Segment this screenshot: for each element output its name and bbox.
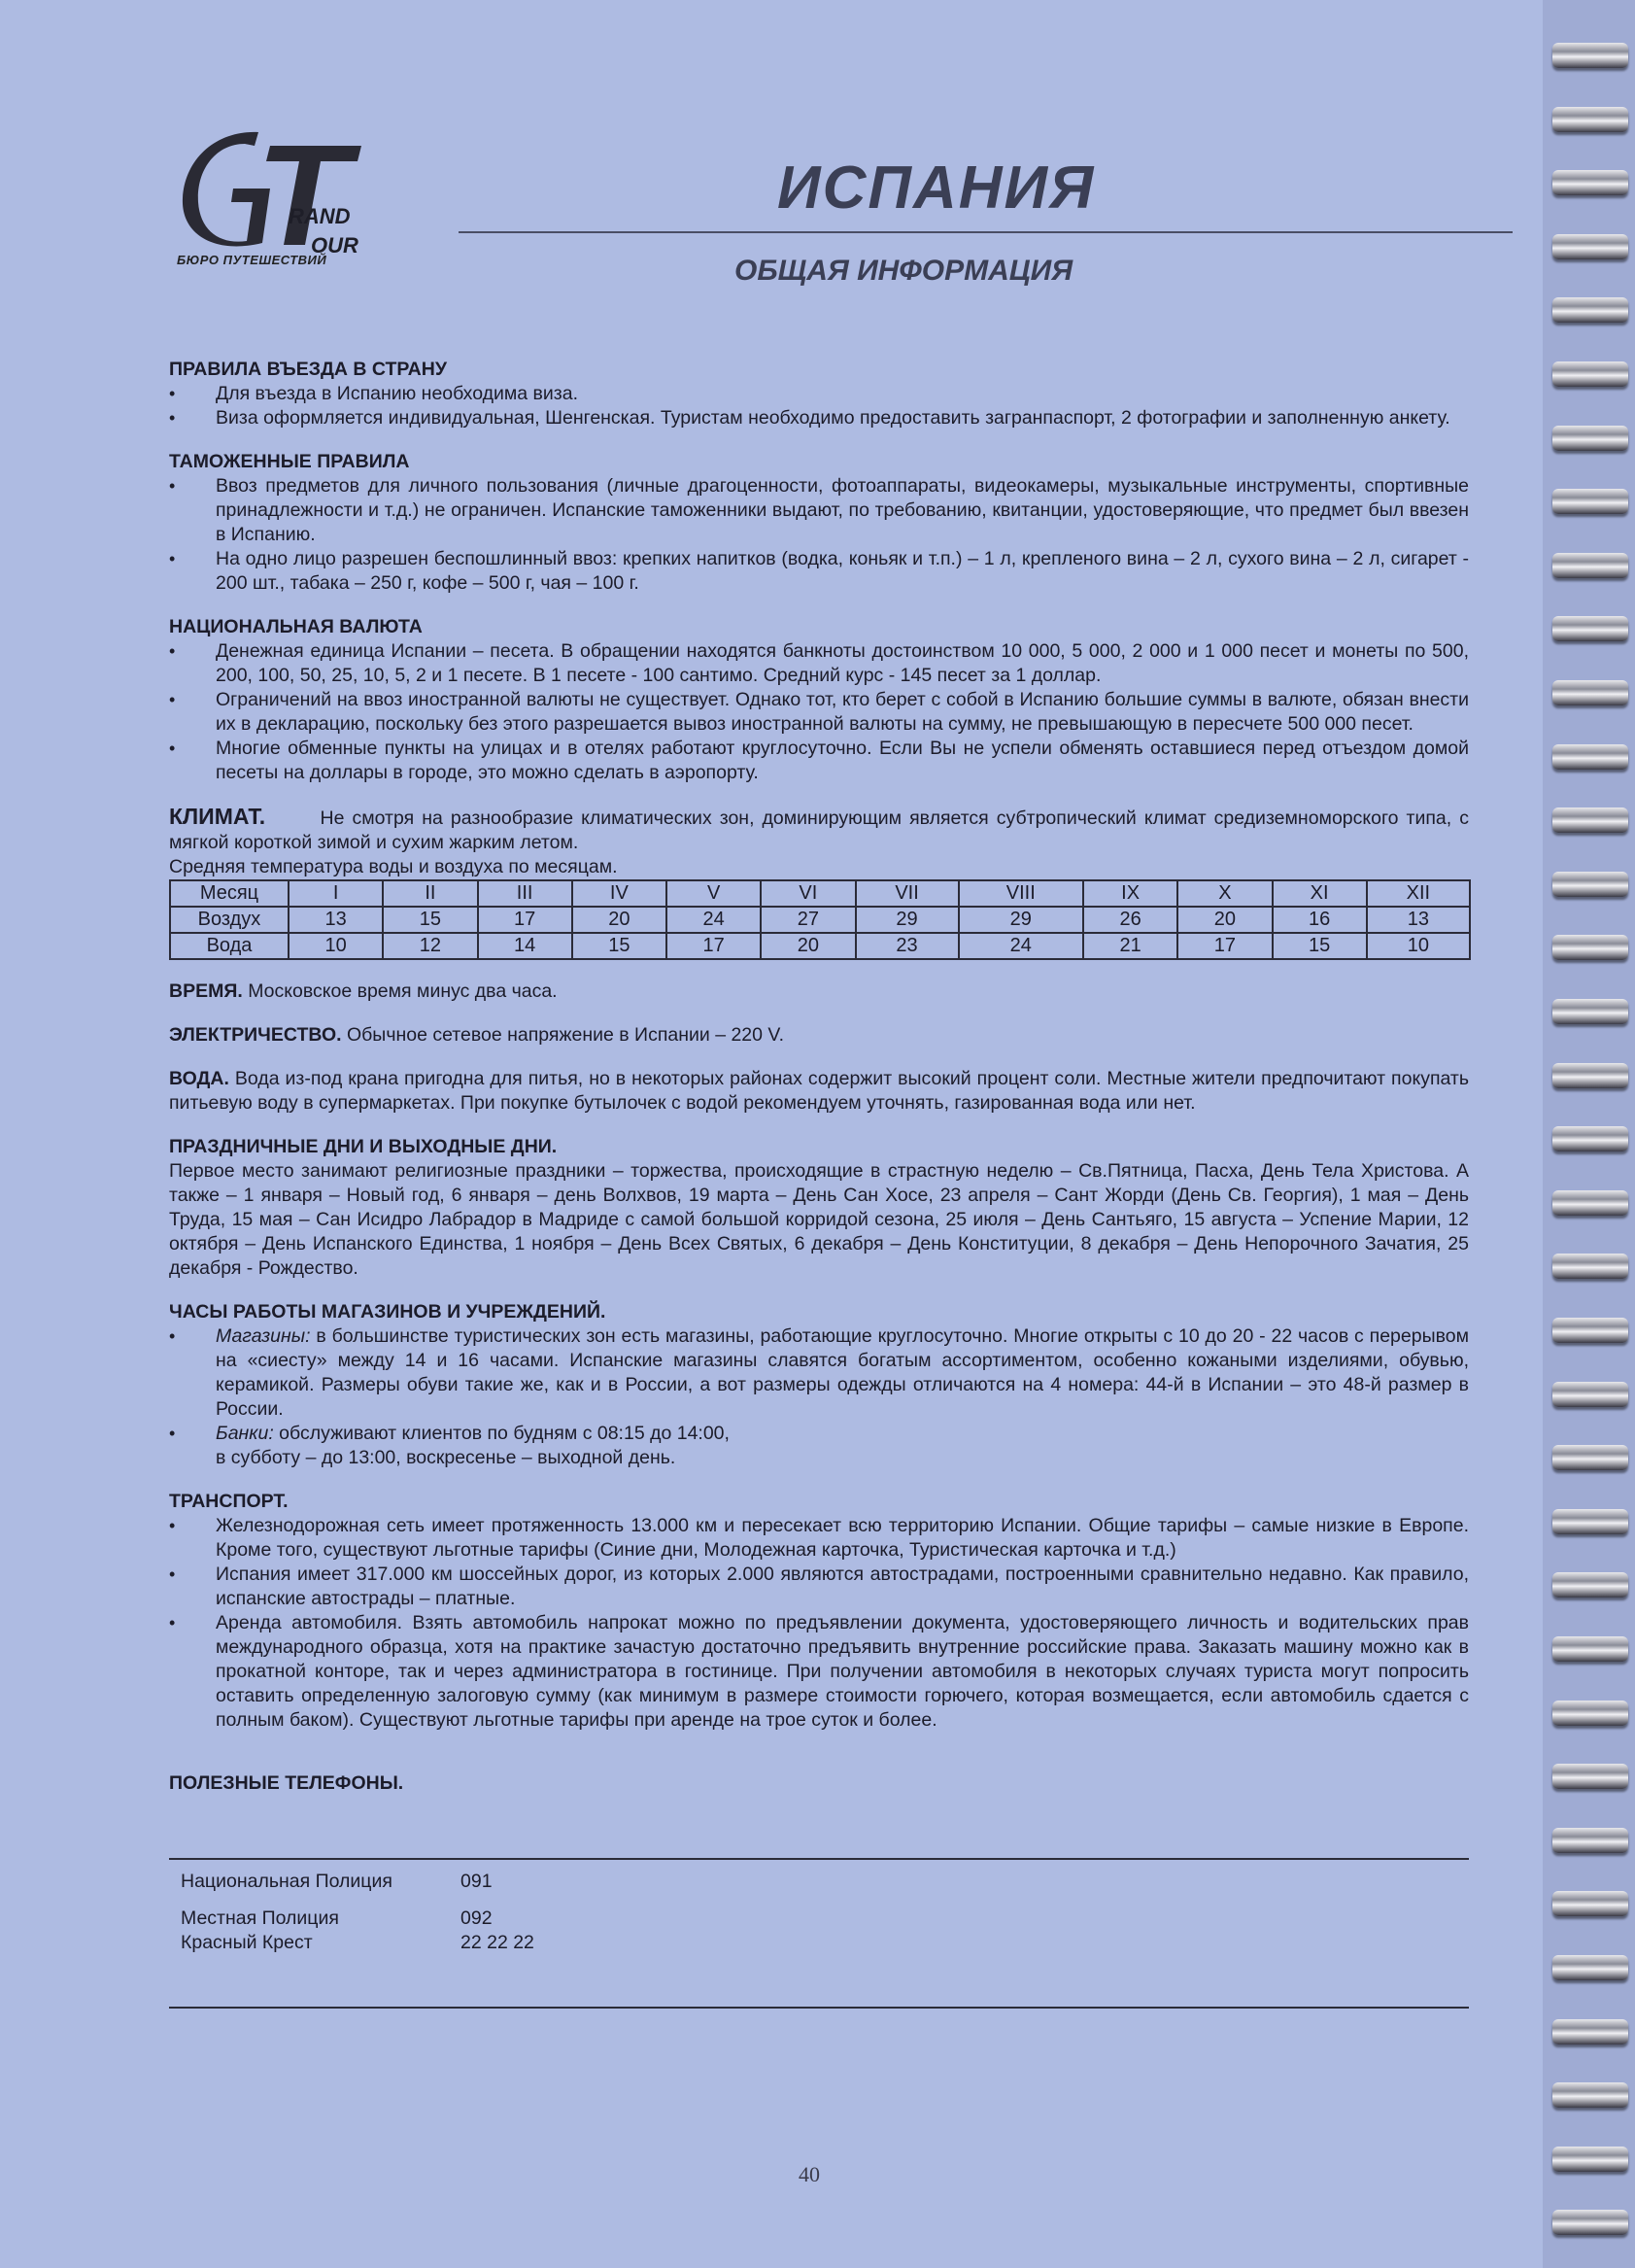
section-currency <box>169 615 1469 785</box>
table-cell: II <box>383 880 477 907</box>
section-heading: ЧАСЫ РАБОТЫ МАГАЗИНОВ И УЧРЕЖДЕНИЙ. <box>169 1301 606 1323</box>
spiral-ring <box>1552 808 1628 833</box>
list-item: • На одно лицо разрешен беспошлинный ввоз: крепких напитков (водка, коньяк и т.п.) – 1 л, крепленого вина – 2 л, сухого вина – 2 л, сигарет - 200 шт., табака – 250 г, кофе – 500 г, чая – 100 г. <box>169 547 1469 596</box>
spiral-ring <box>1552 935 1628 960</box>
spiral-ring <box>1552 426 1628 451</box>
page-number: 40 <box>799 2162 820 2186</box>
table-row <box>170 880 1470 907</box>
grand-tour-logo-mark <box>177 126 449 253</box>
table-cell: X <box>1177 880 1272 907</box>
document-body <box>169 358 1469 2009</box>
spiral-ring <box>1552 170 1628 195</box>
logo-caption: БЮРО ПУТЕШЕСТВИЙ <box>177 253 327 267</box>
section-heading: ПРАВИЛА ВЪЕЗДА В СТРАНУ <box>169 359 447 380</box>
table-cell: 15 <box>383 907 477 933</box>
section-water <box>169 1067 1469 1116</box>
list-item <box>169 1422 1469 1470</box>
table-cell: 29 <box>959 907 1083 933</box>
table-cell: 17 <box>666 933 761 959</box>
list-item: • Ввоз предметов для личного пользования (личные драгоценности, фотоаппараты, видеокамеры, музыкальные инструменты, спортивные принадлежности и т.д.) не ограничен. Испанские таможенники выдают, по требованию, квитанции, удостоверяющие, что предмет был ввезен в Испанию. <box>169 474 1469 547</box>
list-item: • Ограничений на ввоз иностранной валюты не существует. Однако тот, кто берет с собой в Испанию большие суммы в валюте, обязан внести их в декларацию, поскольку без этого разрешается вывоз иностранной валюты на сумму, не превышающую в пересчете 500 000 песет. <box>169 688 1469 737</box>
section-climate <box>169 805 1469 960</box>
spiral-ring <box>1552 680 1628 705</box>
table-cell: III <box>478 880 572 907</box>
list-item: • Денежная единица Испании – песета. В обращении находятся банкноты достоинством 10 000, 5 000, 2 000 и 1 000 песет и монеты по 500, 200, 100, 50, 25, 10, 5, 2 и 1 песете. В 1 песете - 100 сантимо. Средний курс - 145 песет за 1 доллар. <box>169 639 1469 688</box>
banks-text: обслуживают клиентов по будням с 08:15 до 14:00, <box>279 1423 730 1444</box>
section-electricity <box>169 1023 1469 1048</box>
table-cell: V <box>666 880 761 907</box>
spiral-ring <box>1552 1891 1628 1916</box>
spiral-ring <box>1552 1828 1628 1853</box>
spiral-ring <box>1552 234 1628 259</box>
phone-row <box>181 1931 1469 1955</box>
spiral-ring <box>1552 999 1628 1024</box>
section-text: Обычное сетевое напряжение в Испании – 220 V. <box>346 1024 785 1046</box>
section-holidays <box>169 1135 1469 1281</box>
table-cell: 27 <box>761 907 855 933</box>
table-cell: VI <box>761 880 855 907</box>
table-cell: 20 <box>572 907 666 933</box>
table-cell: IX <box>1083 880 1177 907</box>
section-time <box>169 979 1469 1004</box>
spiral-ring <box>1552 1701 1628 1726</box>
section-heading: ТАМОЖЕННЫЕ ПРАВИЛА <box>169 451 410 472</box>
table-cell: 24 <box>666 907 761 933</box>
section-text: Первое место занимают религиозные праздники – торжества, происходящие в страстную неделю – Св.Пятница, Пасха, День Тела Христова. А также – 1 января – Новый год, 6 января – день Волхвов, 19 марта – День Сан Хосе, 23 апреля – Сант Жорди (День Св. Георгия), 1 мая – День Труда, 15 мая – Сан Исидро Лабрадор в Мадриде с самой большой корридой сезона, 25 июля – День Сантьяго, 15 августа – Успение Марии, 12 октября – День Испанского Единства, 1 ноября – День Всех Святых, 6 декабря – День Конституции, 8 декабря – День Непорочного Зачатия, 25 декабря - Рождество. <box>169 1160 1469 1279</box>
title-divider <box>459 231 1513 233</box>
spiral-ring <box>1552 872 1628 897</box>
table-row <box>170 933 1470 959</box>
page-subtitle: ОБЩАЯ ИНФОРМАЦИЯ <box>734 255 1073 287</box>
spiral-ring <box>1552 297 1628 323</box>
table-row <box>170 907 1470 933</box>
table-cell: 10 <box>1367 933 1470 959</box>
table-cell: 15 <box>1273 933 1367 959</box>
phones-divider-bottom <box>169 2007 1469 2009</box>
section-transport <box>169 1490 1469 1733</box>
svg-text:OUR: OUR <box>311 233 358 253</box>
section-heading: ПОЛЕЗНЫЕ ТЕЛЕФОНЫ. <box>169 1772 404 1794</box>
spiral-ring <box>1552 361 1628 387</box>
table-cell: XI <box>1273 880 1367 907</box>
spiral-ring <box>1552 553 1628 578</box>
table-cell: 24 <box>959 933 1083 959</box>
section-customs <box>169 450 1469 596</box>
section-hours <box>169 1300 1469 1470</box>
spiral-ring <box>1552 107 1628 132</box>
table-cell: IV <box>572 880 666 907</box>
spiral-ring <box>1552 1509 1628 1534</box>
table-cell: 12 <box>383 933 477 959</box>
table-cell: 15 <box>572 933 666 959</box>
shops-text: в большинстве туристических зон есть магазины, работающие круглосуточно. Многие открыты с 10 до 20 - 22 часов с перерывом на «сиесту» между 14 и 16 часами. Испанские магазины славятся богатым ассортиментом, особенно кожаными изделиями, обувью, керамикой. Размеры обуви такие же, как и в России, а вот размеры одежды отличаются на 4 номера: 44-й в Испании – это 48-й размер в России. <box>216 1325 1469 1420</box>
phone-row <box>181 1907 1469 1931</box>
phone-name: Местная Полиция <box>181 1907 339 1929</box>
table-cell: VII <box>856 880 959 907</box>
table-cell: 13 <box>1367 907 1470 933</box>
table-cell: 10 <box>289 933 383 959</box>
list-item: • Виза оформляется индивидуальная, Шенгенская. Туристам необходимо предоставить загранпаспорт, 2 фотографии и заполненную анкету. <box>169 406 1469 430</box>
spiral-ring <box>1552 1254 1628 1279</box>
table-cell: Месяц <box>170 880 289 907</box>
table-cell: 13 <box>289 907 383 933</box>
spiral-ring <box>1552 43 1628 68</box>
spiral-ring <box>1552 1764 1628 1789</box>
table-cell: 16 <box>1273 907 1367 933</box>
spiral-ring <box>1552 489 1628 514</box>
phone-row <box>181 1870 1469 1894</box>
table-cell: 14 <box>478 933 572 959</box>
table-cell: 20 <box>761 933 855 959</box>
temperature-table <box>169 879 1471 960</box>
table-cell: Воздух <box>170 907 289 933</box>
section-heading: КЛИМАТ. <box>169 804 266 829</box>
section-heading: ВОДА. <box>169 1068 229 1089</box>
phone-number: 22 22 22 <box>460 1932 534 1953</box>
banks-label: Банки: <box>216 1423 274 1444</box>
spiral-ring <box>1552 1190 1628 1216</box>
section-heading: ЭЛЕКТРИЧЕСТВО. <box>169 1024 342 1046</box>
table-cell: 20 <box>1177 907 1272 933</box>
section-heading: ТРАНСПОРТ. <box>169 1491 289 1512</box>
section-text: Вода из-под крана пригодна для питья, но в некоторых районах содержит высокий процент соли. Местные жители предпочитают покупать питьевую воду в супермаркетах. При покупке бутылочек с водой рекомендуем уточнять, газированная вода или нет. <box>169 1068 1470 1114</box>
spiral-ring <box>1552 744 1628 770</box>
spiral-ring <box>1552 2082 1628 2108</box>
phone-number: 091 <box>460 1871 493 1892</box>
svg-text:RAND: RAND <box>289 204 351 228</box>
spiral-binding <box>1543 0 1635 2268</box>
shops-label: Магазины: <box>216 1325 311 1347</box>
spiral-ring <box>1552 1318 1628 1343</box>
table-cell: 21 <box>1083 933 1177 959</box>
list-item: • Для въезда в Испанию необходима виза. <box>169 382 1469 406</box>
table-cell: Вода <box>170 933 289 959</box>
table-cell: I <box>289 880 383 907</box>
banks-text-2: в субботу – до 13:00, воскресенье – выходной день. <box>216 1447 676 1468</box>
list-item: • Аренда автомобиля. Взять автомобиль напрокат можно по предъявлении документа, удостоверяющего личность и водительских прав международного образца, хотя на практике зачастую достаточно предъявить внутренние российские права. Заказать машину можно как в прокатной конторе, так и через администратора в гостинице. При получении автомобиля в некоторых случаях туриста могут попросить оставить определенную залоговую сумму (как минимум в размере стоимости горючего, которая возмещается, если автомобиль сдается с полным баком). Существуют льготные тарифы при аренде на трое суток и более. <box>169 1611 1469 1733</box>
spiral-ring <box>1552 616 1628 641</box>
climate-paragraph <box>169 805 1469 855</box>
phone-number: 092 <box>460 1907 493 1929</box>
climate-text: Не смотря на разнообразие климатических зон, доминирующим является субтропический климат средиземноморского типа, с мягкой короткой зимой и сухим жарким летом. <box>169 808 1469 853</box>
phone-list <box>181 1870 1469 1955</box>
table-caption: Средняя температура воды и воздуха по месяцам. <box>169 856 618 877</box>
spiral-ring <box>1552 1636 1628 1662</box>
phone-name: Красный Крест <box>181 1932 313 1953</box>
spiral-ring <box>1552 1382 1628 1407</box>
section-heading: ВРЕМЯ. <box>169 980 243 1002</box>
page-title: ИСПАНИЯ <box>777 155 1096 222</box>
list-item: • Испания имеет 317.000 км шоссейных дорог, из которых 2.000 являются автострадами, построенными сравнительно недавно. Как правило, испанские автострады – платные. <box>169 1563 1469 1611</box>
section-text: Московское время минус два часа. <box>248 980 558 1002</box>
table-cell: 29 <box>856 907 959 933</box>
spiral-ring <box>1552 1955 1628 1980</box>
table-cell: 26 <box>1083 907 1177 933</box>
section-heading: НАЦИОНАЛЬНАЯ ВАЛЮТА <box>169 616 423 637</box>
list-item <box>169 1324 1469 1422</box>
spiral-ring <box>1552 1063 1628 1088</box>
phones-divider-top <box>169 1858 1469 1860</box>
spiral-ring <box>1552 1445 1628 1470</box>
section-heading: ПРАЗДНИЧНЫЕ ДНИ И ВЫХОДНЫЕ ДНИ. <box>169 1136 558 1157</box>
table-cell: VIII <box>959 880 1083 907</box>
grand-tour-logo <box>177 126 449 272</box>
table-cell: XII <box>1367 880 1470 907</box>
spiral-ring <box>1552 2147 1628 2172</box>
table-cell: 17 <box>1177 933 1272 959</box>
section-entry <box>169 358 1469 430</box>
spiral-ring <box>1552 1126 1628 1151</box>
list-item: • Многие обменные пункты на улицах и в отелях работают круглосуточно. Если Вы не успели обменять оставшиеся перед отъездом домой песеты на доллары в городе, это можно сделать в аэропорту. <box>169 737 1469 785</box>
spiral-ring <box>1552 2210 1628 2235</box>
spiral-ring <box>1552 1572 1628 1598</box>
spiral-ring <box>1552 2019 1628 2045</box>
phone-name: Национальная Полиция <box>181 1871 392 1892</box>
table-cell: 23 <box>856 933 959 959</box>
list-item: • Железнодорожная сеть имеет протяженность 13.000 км и пересекает всю территорию Испании. Общие тарифы – самые низкие в Европе. Кроме того, существуют льготные тарифы (Синие дни, Молодежная карточка, Туристическая карточка и т.д.) <box>169 1514 1469 1563</box>
table-cell: 17 <box>478 907 572 933</box>
